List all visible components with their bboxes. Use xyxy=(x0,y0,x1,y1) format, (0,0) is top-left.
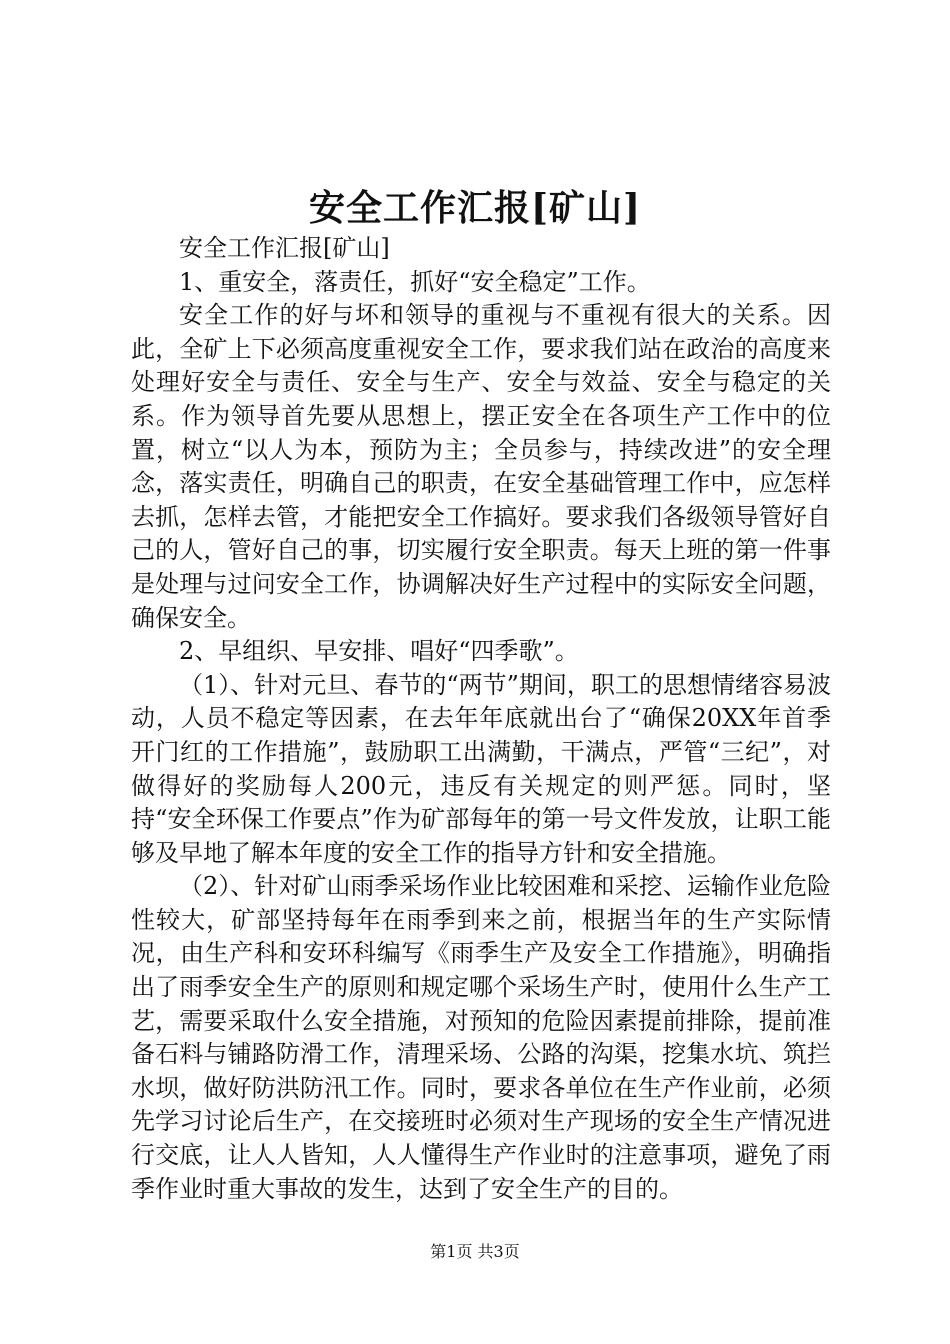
paragraph-heading-2: 2、早组织、早安排、唱好“四季歌”。 xyxy=(179,637,579,666)
paragraph-subtitle: 安全工作汇报[矿山] xyxy=(179,234,390,262)
paragraph-body-2: （1）、针对元旦、春节的“两节”期间，职工的思想情绪容易波动，人员不稳定等因素，在去年年底就出台了“确保20XX年首季开门红的工作措施”，鼓励职工出满勤，干满点，严管“三纪”，对做得好的奖励每人200元，违反有关规定的则严惩。同时，坚持“安全环保工作要点”作为矿部每年的第一号文件发放，让职工能够及早地了解本年度的安全工作的指导方针和安全措施。 xyxy=(131,670,831,867)
page-footer: 第1页 共3页 xyxy=(430,1242,520,1261)
document-body xyxy=(131,232,831,1206)
paragraph-heading-1: 1、重安全，落责任，抓好“安全稳定”工作。 xyxy=(179,267,651,296)
paragraph-body-1: 安全工作的好与坏和领导的重视与不重视有很大的关系。因此，全矿上下必须高度重视安全工作，要求我们站在政治的高度来处理好安全与责任、安全与生产、安全与效益、安全与稳定的关系。作为领导首先要从思想上，摆正安全在各项生产工作中的位置，树立“以人为本，预防为主；全员参与，持续改进”的安全理念，落实责任，明确自己的职责，在安全基础管理工作中，应怎样去抓，怎样去管，才能把安全工作搞好。要求我们各级领导管好自己的人，管好自己的事，切实履行安全职责。每天上班的第一件事是处理与过问安全工作，协调解决好生产过程中的实际安全问题，确保安全。 xyxy=(131,301,831,632)
document-title: 安全工作汇报[矿山] xyxy=(308,187,642,229)
paragraph-body-3: （2）、针对矿山雨季采场作业比较困难和采挖、运输作业危险性较大，矿部坚持每年在雨季到来之前，根据当年的生产实际情况，由生产科和安环科编写《雨季生产及安全工作措施》，明确指出了雨季安全生产的原则和规定哪个采场生产时，使用什么生产工艺，需要采取什么安全措施，对预知的危险因素提前排除，提前准备石料与铺路防滑工作，清理采场、公路的沟渠，挖集水坑、筑拦水坝，做好防洪防汛工作。同时，要求各单位在生产作业前，必须先学习讨论后生产，在交接班时必须对生产现场的安全生产情况进行交底，让人人皆知，人人懂得生产作业时的注意事项，避免了雨季作业时重大事故的发生，达到了安全生产的目的。 xyxy=(131,872,831,1203)
